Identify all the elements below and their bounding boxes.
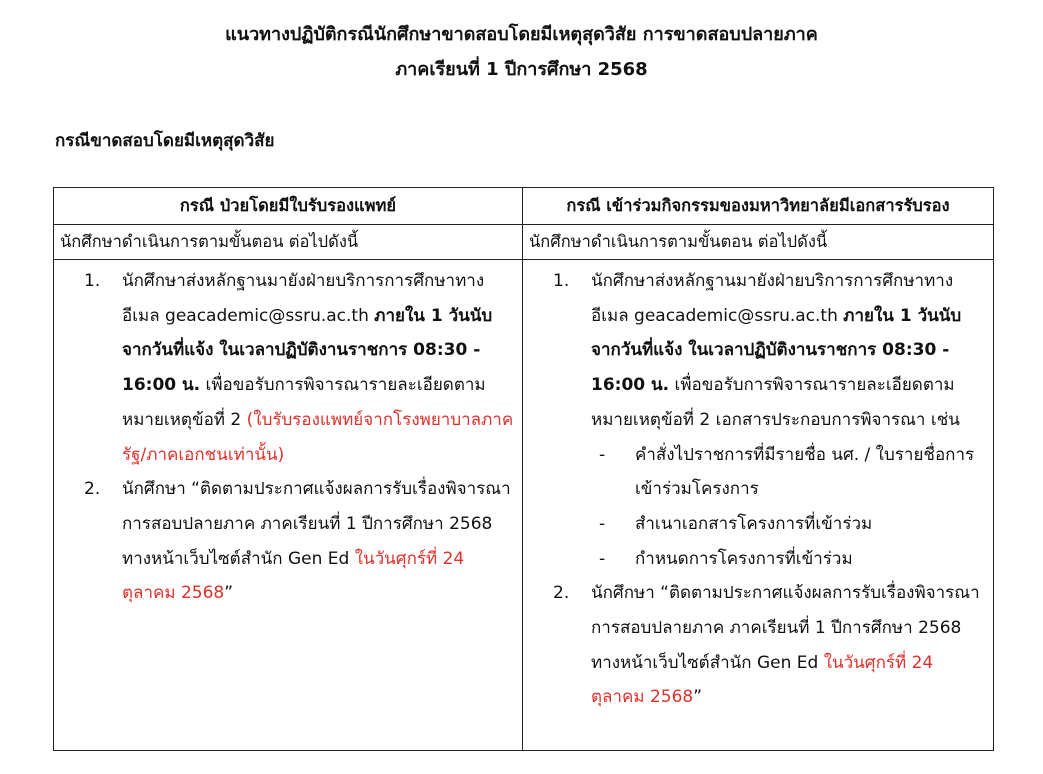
left-intro: นักศึกษาดำเนินการตามขั้นตอน ต่อไปดังนี้ — [54, 225, 523, 260]
announcement-date: ในวันศุกร์ที่ 24 ตุลาคม 2568 — [122, 548, 465, 604]
right-column-header: กรณี เข้าร่วมกิจกรรมของมหาวิทยาลัยมีเอกสารรับรอง — [523, 188, 994, 225]
step-text: นักศึกษา “ติดตามประกาศแจ้งผลการรับเรื่องพิจารณาการสอบปลายภาค ภาคเรียนที่ 1 ปีการศึกษา 2568 ทางหน้าเว็บไซต์สำนัก Gen Ed — [591, 583, 980, 673]
closing-quote: ” — [224, 583, 234, 604]
step-text: นักศึกษา “ติดตามประกาศแจ้งผลการรับเรื่องพิจารณาการสอบปลายภาค ภาคเรียนที่ 1 ปีการศึกษา 2568 ทางหน้าเว็บไซต์สำนัก Gen Ed — [122, 479, 511, 569]
document-list — [591, 438, 987, 577]
document-item — [591, 542, 987, 577]
step-text: เพื่อขอรับการพิจารณารายละเอียดตามหมายเหตุข้อที่ 2 — [122, 375, 486, 430]
right-steps — [529, 264, 987, 715]
right-step-1 — [529, 264, 987, 576]
left-steps-cell — [54, 260, 523, 751]
step-number: 2. — [84, 479, 101, 500]
step-text: นักศึกษาส่งหลักฐานมายังฝ่ายบริการการศึกษาทางอีเมล geacademic@ssru.ac.th — [591, 271, 954, 326]
dash-marker: - — [599, 548, 606, 569]
step-text: เพื่อขอรับการพิจารณารายละเอียดตามหมายเหตุข้อที่ 2 เอกสารประกอบการพิจารณา เช่น — [591, 375, 960, 430]
deadline-text: ภายใน 1 วันนับจากวันที่แจ้ง ในเวลาปฏิบัติงานราชการ 08:30 - 16:00 น. — [122, 305, 493, 396]
document-item — [591, 438, 987, 507]
section-heading: กรณีขาดสอบโดยมีเหตุสุดวิสัย — [55, 131, 275, 151]
step-number: 1. — [84, 271, 101, 291]
left-step-1 — [60, 264, 516, 472]
closing-quote: ” — [693, 687, 703, 708]
left-column-header: กรณี ป่วยโดยมีใบรับรองแพทย์ — [54, 188, 523, 225]
right-steps-cell — [523, 260, 994, 751]
announcement-date: ในวันศุกร์ที่ 24 ตุลาคม 2568 — [591, 652, 934, 708]
right-step-2 — [529, 576, 987, 715]
document-item — [591, 507, 987, 542]
right-intro: นักศึกษาดำเนินการตามขั้นตอน ต่อไปดังนี้ — [523, 225, 994, 260]
document-item-text: กำหนดการโครงการที่เข้าร่วม — [635, 548, 853, 569]
document-title: แนวทางปฏิบัติกรณีนักศึกษาขาดสอบโดยมีเหตุสุดวิสัย การขาดสอบปลายภาค — [225, 24, 818, 45]
step-number: 2. — [553, 583, 570, 604]
left-steps — [60, 264, 516, 611]
dash-marker: - — [599, 513, 606, 534]
procedure-table — [53, 187, 994, 751]
document-item-text: สำเนาเอกสารโครงการที่เข้าร่วม — [635, 513, 873, 534]
document-subtitle: ภาคเรียนที่ 1 ปีการศึกษา 2568 — [395, 59, 648, 80]
left-step-2 — [60, 472, 516, 611]
document-item-text: คำสั่งไปราชการที่มีรายชื่อ นศ. / ใบรายชื่อการเข้าร่วมโครงการ — [635, 444, 975, 500]
step-number: 1. — [553, 271, 570, 291]
highlight-note: (ใบรับรองแพทย์จากโรงพยาบาลภาครัฐ/ภาคเอกชนเท่านั้น) — [122, 409, 514, 465]
dash-marker: - — [599, 444, 606, 465]
step-text: นักศึกษาส่งหลักฐานมายังฝ่ายบริการการศึกษาทางอีเมล geacademic@ssru.ac.th — [122, 271, 485, 326]
deadline-text: ภายใน 1 วันนับจากวันที่แจ้ง ในเวลาปฏิบัติงานราชการ 08:30 - 16:00 น. — [591, 305, 962, 396]
